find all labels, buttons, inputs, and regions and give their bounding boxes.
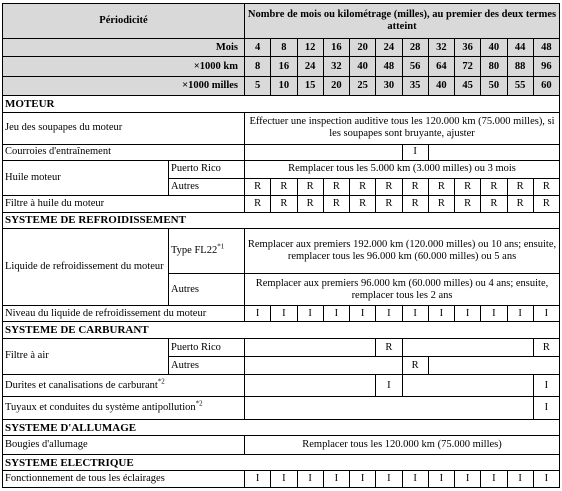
- km-cell: 72: [455, 57, 481, 77]
- inspect-mark: I: [507, 471, 533, 488]
- section-title: SYSTEME DE REFROIDISSEMENT: [3, 212, 560, 228]
- replace-mark: R: [297, 178, 323, 195]
- replace-mark: R: [271, 196, 297, 212]
- km-cell: 88: [507, 57, 533, 77]
- inspect-mark: I: [297, 306, 323, 322]
- replace-mark: R: [533, 196, 559, 212]
- section-electrique: [3, 454, 560, 470]
- item-label: Liquide de refroidissement du moteur: [3, 228, 169, 305]
- km-cell: 16: [271, 57, 297, 77]
- header-row-miles: [3, 76, 560, 96]
- km-cell: 8: [245, 57, 271, 77]
- miles-cell: 50: [481, 76, 507, 96]
- row-huile-pr: [3, 161, 560, 178]
- inspect-mark: I: [245, 306, 271, 322]
- replace-mark: R: [245, 178, 271, 195]
- inspect-mark: I: [376, 306, 402, 322]
- header-row-months: [3, 38, 560, 56]
- replace-mark: R: [245, 196, 271, 212]
- row-durites: [3, 374, 560, 397]
- row-filtre-huile: [3, 196, 560, 212]
- sub-label: Puerto Rico: [169, 161, 245, 178]
- month-cell: 4: [245, 38, 271, 56]
- item-label: Tuyaux et conduites du système antipollution$^{*2}$: [3, 397, 245, 420]
- section-title: SYSTEME D'ALLUMAGE: [3, 420, 560, 436]
- replace-mark: R: [297, 196, 323, 212]
- miles-cell: 5: [245, 76, 271, 96]
- inspect-mark: I: [455, 306, 481, 322]
- item-note: Remplacer tous les 5.000 km (3.000 milles) ou 3 mois: [245, 161, 560, 178]
- replace-mark: R: [376, 338, 402, 356]
- item-label: Huile moteur: [3, 161, 169, 196]
- replace-mark: R: [533, 338, 559, 356]
- km-cell: 32: [323, 57, 349, 77]
- row-tuyaux: [3, 397, 560, 420]
- section-carburant: [3, 322, 560, 338]
- section-title: SYSTEME ELECTRIQUE: [3, 454, 560, 470]
- item-note: Effectuer une inspection auditive tous les 120.000 km (75.000 milles), si les soupapes sont bruyante, ajuster: [245, 112, 560, 144]
- inspect-mark: I: [271, 306, 297, 322]
- item-label: Durites et canalisations de carburant$^{*2}$: [3, 374, 245, 397]
- mois-label: Mois: [3, 38, 245, 56]
- inspect-mark: I: [428, 306, 454, 322]
- inspect-mark: I: [376, 471, 402, 488]
- miles-cell: 15: [297, 76, 323, 96]
- replace-mark: R: [507, 196, 533, 212]
- km-cell: 64: [428, 57, 454, 77]
- item-label: Fonctionnement de tous les éclairages: [3, 471, 245, 488]
- inspect-mark: I: [428, 471, 454, 488]
- miles-label: ×1000 milles: [3, 76, 245, 96]
- km-cell: 24: [297, 57, 323, 77]
- inspect-mark: I: [402, 306, 428, 322]
- row-liquide-fl22: [3, 228, 560, 273]
- inspect-mark: I: [350, 471, 376, 488]
- replace-mark: R: [402, 178, 428, 195]
- inspect-mark: I: [323, 306, 349, 322]
- miles-cell: 25: [350, 76, 376, 96]
- month-cell: 8: [271, 38, 297, 56]
- miles-cell: 35: [402, 76, 428, 96]
- miles-cell: 10: [271, 76, 297, 96]
- inspect-mark: I: [533, 374, 559, 397]
- maintenance-schedule-table: [2, 3, 560, 488]
- inspect-mark: I: [323, 471, 349, 488]
- inspect-mark: I: [402, 471, 428, 488]
- replace-mark: R: [533, 178, 559, 195]
- footnote-ref: *2: [157, 377, 165, 386]
- item-label: Jeu des soupapes du moteur: [3, 112, 245, 144]
- month-cell: 24: [376, 38, 402, 56]
- inspect-mark: I: [533, 306, 559, 322]
- item-label: Filtre à huile du moteur: [3, 196, 245, 212]
- replace-mark: R: [455, 178, 481, 195]
- section-allumage: [3, 420, 560, 436]
- km-cell: 80: [481, 57, 507, 77]
- section-title: SYSTEME DE CARBURANT: [3, 322, 560, 338]
- inspect-mark: I: [245, 471, 271, 488]
- replace-mark: R: [402, 196, 428, 212]
- replace-mark: R: [323, 178, 349, 195]
- replace-mark: R: [455, 196, 481, 212]
- replace-mark: R: [376, 196, 402, 212]
- replace-mark: R: [481, 196, 507, 212]
- month-cell: 16: [323, 38, 349, 56]
- inspect-mark: I: [533, 397, 559, 420]
- month-cell: 12: [297, 38, 323, 56]
- row-filtre-air-pr: [3, 338, 560, 356]
- month-cell: 48: [533, 38, 559, 56]
- inspect-mark: I: [376, 374, 402, 397]
- replace-mark: R: [350, 196, 376, 212]
- replace-mark: R: [507, 178, 533, 195]
- interval-title: Nombre de mois ou kilométrage (milles), au premier des deux termes atteint: [245, 4, 560, 39]
- km-cell: 48: [376, 57, 402, 77]
- replace-mark: R: [323, 196, 349, 212]
- replace-mark: R: [376, 178, 402, 195]
- header-row-km: [3, 57, 560, 77]
- periodicite-header: Périodicité: [3, 4, 245, 39]
- inspect-mark: I: [297, 471, 323, 488]
- item-label: Filtre à air: [3, 338, 169, 374]
- item-note: Remplacer tous les 120.000 km (75.000 milles): [245, 436, 560, 454]
- sub-label: Autres: [169, 357, 245, 374]
- item-label: Courroies d'entraînement: [3, 144, 245, 160]
- section-refroidissement: [3, 212, 560, 228]
- miles-cell: 40: [428, 76, 454, 96]
- month-cell: 44: [507, 38, 533, 56]
- inspect-mark: I: [455, 471, 481, 488]
- month-cell: 28: [402, 38, 428, 56]
- km-cell: 40: [350, 57, 376, 77]
- month-cell: 40: [481, 38, 507, 56]
- month-cell: 32: [428, 38, 454, 56]
- km-cell: 56: [402, 57, 428, 77]
- section-moteur: [3, 96, 560, 112]
- replace-mark: R: [350, 178, 376, 195]
- miles-cell: 45: [455, 76, 481, 96]
- row-courroies: [3, 144, 560, 160]
- inspect-mark: I: [533, 471, 559, 488]
- sub-label: Type FL22$^{*1}$: [169, 228, 245, 273]
- section-title: MOTEUR: [3, 96, 560, 112]
- replace-mark: R: [428, 178, 454, 195]
- inspect-mark: I: [350, 306, 376, 322]
- sub-label: Puerto Rico: [169, 338, 245, 356]
- km-label: ×1000 km: [3, 57, 245, 77]
- footnote-ref: *2: [195, 399, 203, 408]
- miles-cell: 30: [376, 76, 402, 96]
- footnote-ref: *1: [217, 242, 225, 251]
- sub-label: Autres: [169, 178, 245, 195]
- replace-mark: R: [402, 357, 428, 374]
- inspect-mark: I: [481, 471, 507, 488]
- km-cell: 96: [533, 57, 559, 77]
- replace-mark: R: [428, 196, 454, 212]
- item-note: Remplacer aux premiers 96.000 km (60.000 milles) ou 4 ans; ensuite, remplacer tous les 2 ans: [245, 274, 560, 306]
- row-jeu-soupapes: [3, 112, 560, 144]
- replace-mark: R: [481, 178, 507, 195]
- miles-cell: 60: [533, 76, 559, 96]
- inspect-mark: I: [271, 471, 297, 488]
- month-cell: 36: [455, 38, 481, 56]
- item-label: Niveau du liquide de refroidissement du moteur: [3, 306, 245, 322]
- miles-cell: 20: [323, 76, 349, 96]
- miles-cell: 55: [507, 76, 533, 96]
- header-row-title: [3, 4, 560, 39]
- item-label: Bougies d'allumage: [3, 436, 245, 454]
- sub-label: Autres: [169, 274, 245, 306]
- row-eclairages: [3, 471, 560, 488]
- item-note: Remplacer aux premiers 192.000 km (120.000 milles) ou 10 ans; ensuite, remplacer tous les 96.000 km (60.000 milles) ou 5 ans: [245, 228, 560, 273]
- inspect-mark: I: [402, 144, 428, 160]
- month-cell: 20: [350, 38, 376, 56]
- row-bougies: [3, 436, 560, 454]
- inspect-mark: I: [481, 306, 507, 322]
- inspect-mark: I: [507, 306, 533, 322]
- replace-mark: R: [271, 178, 297, 195]
- row-niveau-liquide: [3, 306, 560, 322]
